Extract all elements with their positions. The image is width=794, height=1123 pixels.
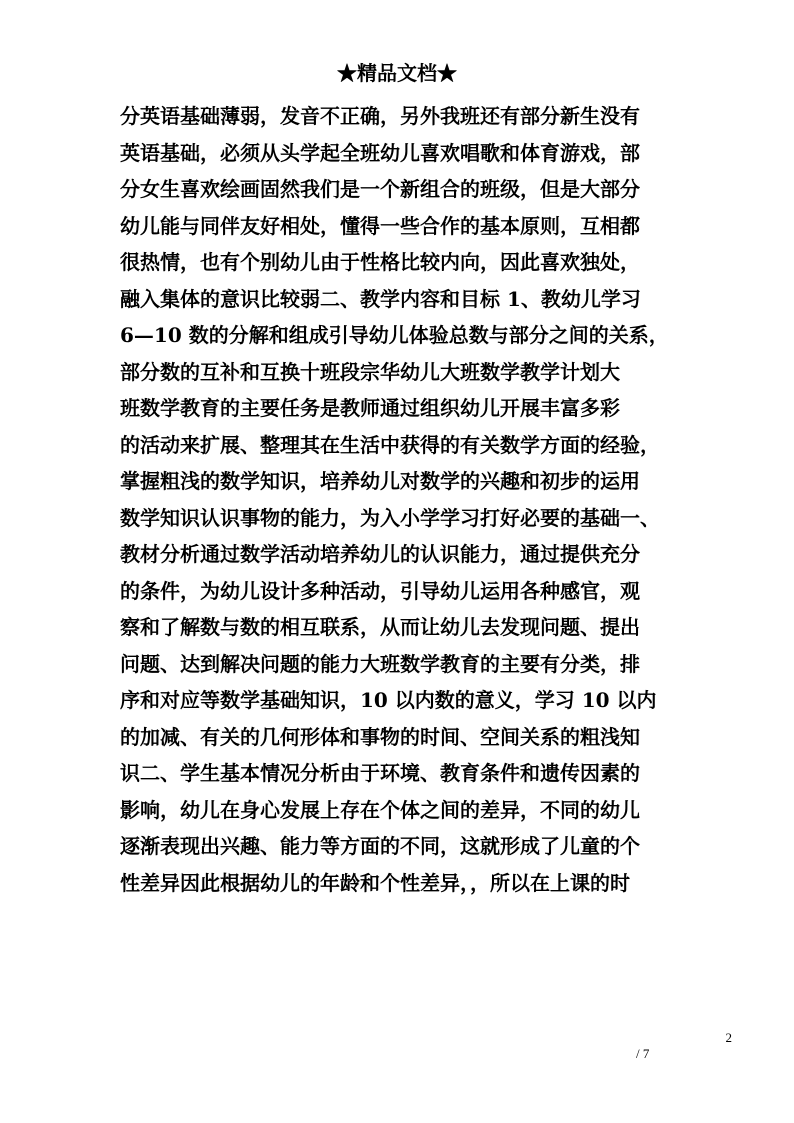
text-line: 的条件，为幼儿设计多种活动，引导幼儿运用各种感官，观: [120, 578, 640, 603]
text-line: 分英语基础薄弱，发音不正确，另外我班还有部分新生没有: [120, 104, 640, 128]
text-line: 幼儿能与同伴友好相处，懂得一些合作的基本原则，互相都: [120, 213, 640, 238]
text-line: 班数学教育的主要任务是教师通过组织幼儿开展丰富多彩: [120, 396, 620, 420]
text-line: 影响，幼儿在身心发展上存在个体之间的差异，不同的幼儿: [120, 797, 640, 822]
page-total: / 7: [636, 1046, 650, 1061]
text-line: 序和对应等数学基础知识，10 以内数的意义，学习 10 以内: [120, 688, 657, 712]
text-line: 识二、学生基本情况分析由于环境、教育条件和遗传因素的: [120, 761, 640, 785]
text-line: 的加减、有关的几何形体和事物的时间、空间关系的粗浅知: [120, 724, 640, 749]
text-line: 英语基础，必须从头学起全班幼儿喜欢唱歌和体育游戏，部: [120, 140, 640, 165]
text-line: 性差异因此根据幼儿的年龄和个性差异，，所以在上课的时: [120, 870, 630, 895]
text-line: 6—10 数的分解和组成引导幼儿体验总数与部分之间的关系，: [120, 323, 669, 347]
document-body: [120, 98, 700, 901]
text-line: 部分数的互补和互换十班段宗华幼儿大班数学教学计划大: [120, 359, 620, 384]
text-line: 逐渐表现出兴趣、能力等方面的不同，这就形成了儿童的个: [120, 834, 640, 858]
text-line: 的活动来扩展、整理其在生活中获得的有关数学方面的经验，: [120, 432, 660, 457]
page-number: 2: [725, 1030, 732, 1045]
text-line: 数学知识认识事物的能力，为入小学学习打好必要的基础一、: [120, 505, 660, 530]
text-line: 问题、达到解决问题的能力大班数学教育的主要有分类，排: [120, 651, 640, 676]
text-line: 教材分析通过数学活动培养幼儿的认识能力，通过提供充分: [120, 542, 640, 566]
text-line: 掌握粗浅的数学知识，培养幼儿对数学的兴趣和初步的运用: [120, 469, 640, 493]
text-line: 很热情，也有个别幼儿由于性格比较内向，因此喜欢独处，: [120, 250, 640, 274]
text-line: 融入集体的意识比较弱二、教学内容和目标 1、教幼儿学习: [120, 286, 641, 311]
text-line: 分女生喜欢绘画固然我们是一个新组合的班级，但是大部分: [120, 177, 640, 201]
text-line: 察和了解数与数的相互联系，从而让幼儿去发现问题、提出: [120, 615, 640, 639]
page-header-title: ★精品文档★: [337, 61, 457, 85]
